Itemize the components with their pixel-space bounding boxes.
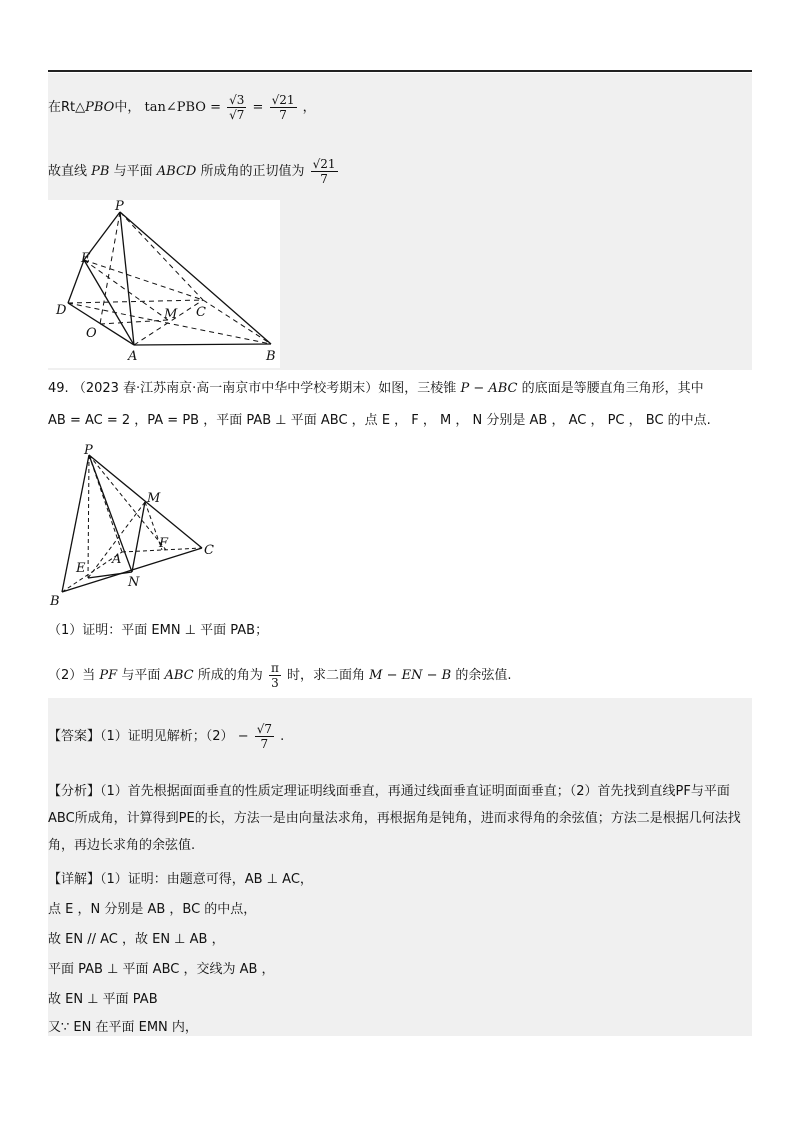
label-P: P	[115, 200, 124, 214]
prev-line-1: 在Rt△PBO中， tan∠PBO = $\frac{√3}{√7}$ = $\frac{√21}{7}$ ，	[48, 93, 316, 122]
answer-line: 【答案】（1）证明见解析；（2） − $\frac{√7}{7}$ .	[48, 722, 285, 751]
pyramid-figure-1	[48, 200, 280, 368]
fraction-pi-over-3: $\frac{\pi}{3}$	[270, 661, 279, 690]
label-O: O	[86, 326, 97, 341]
label-D: D	[56, 303, 67, 318]
detail-line-2: 点 E ，N 分别是 AB ，BC 的中点，	[48, 902, 257, 917]
q49-line-1: 49. （2023 春·江苏南京·高一南京市中华中学校考期末）如图，三棱锥 P − ABC 的底面是等腰直角三角形，其中	[48, 381, 704, 396]
label-P2: P	[84, 443, 93, 458]
fraction-sqrt3-over-sqrt7: $\frac{√3}{√7}$	[229, 93, 245, 122]
q49-part-1: （1）证明：平面 EMN ⊥ 平面 PAB；	[48, 623, 269, 638]
label-B: B	[266, 349, 276, 364]
label-B2: B	[50, 594, 60, 608]
detail-line-1: 【详解】（1）证明：由题意可得，AB ⊥ AC，	[48, 872, 313, 887]
label-C: C	[196, 305, 206, 320]
q49-part-2: （2）当 PF 与平面 ABC 所成的角为 $\frac{\pi}{3}$ 时，求二面角 M − EN − B 的余弦值.	[48, 661, 512, 690]
label-A: A	[128, 349, 138, 364]
detail-line-6: 又∵ EN 在平面 EMN 内，	[48, 1020, 198, 1035]
analysis-paragraph: 【分析】（1）首先根据面面垂直的性质定理证明线面垂直，再通过线面垂直证明面面垂直；（2）首先找到直线PF与平面ABC所成角，计算得到PE的长，方法一是由向量法求角，再根据角是钝角，进而求得角的余弦值；方法二是根据几何法找角，再边长求角的余弦值.	[48, 784, 741, 853]
q49-line-2: AB = AC = 2 ，PA = PB ，平面 PAB ⊥ 平面 ABC ，点 E ， F ， M ， N 分别是 AB ， AC ， PC ， BC 的中点.	[48, 413, 711, 428]
detail-line-3: 故 EN // AC ，故 EN ⊥ AB ，	[48, 932, 225, 947]
label-E2: E	[76, 561, 86, 576]
fraction-answer: $\frac{√7}{7}$	[256, 722, 273, 751]
label-E: E	[81, 251, 91, 266]
label-M2: M	[147, 491, 161, 506]
top-rule	[48, 70, 752, 72]
fraction-sqrt21-over-7: $\frac{√21}{7}$	[271, 93, 295, 122]
label-N2: N	[128, 575, 140, 590]
detail-line-5: 故 EN ⊥ 平面 PAB	[48, 992, 158, 1007]
prev-line-2: 故直线 PB 与平面 ABCD 所成角的正切值为 $\frac{√21}{7}$	[48, 157, 336, 186]
pyramid-figure-2	[48, 440, 228, 608]
label-A2: A	[112, 552, 122, 567]
label-C2: C	[204, 543, 214, 558]
detail-line-4: 平面 PAB ⊥ 平面 ABC ，交线为 AB ，	[48, 962, 275, 977]
label-F2: F	[159, 536, 169, 551]
fraction-tangent-result: $\frac{√21}{7}$	[312, 157, 336, 186]
label-M: M	[164, 307, 178, 322]
